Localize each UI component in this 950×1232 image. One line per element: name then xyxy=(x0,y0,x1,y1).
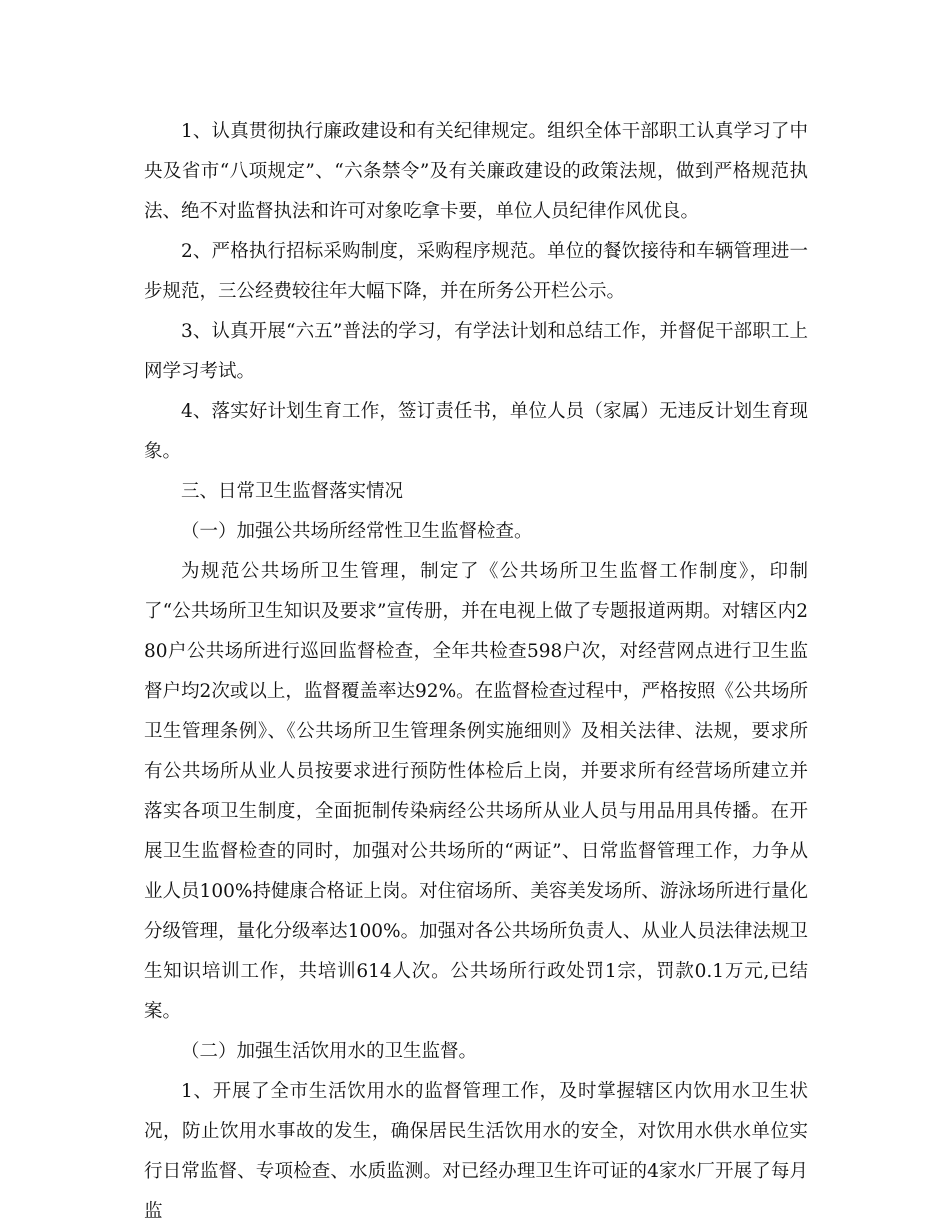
paragraph-clean-governance: 1、认真贯彻执行廉政建设和有关纪律规定。组织全体干部职工认真学习了中央及省市“八项规定”、“六条禁令”及有关廉政建设的政策法规，做到严格规范执法、绝不对监督执法和许可对象吃拿卡要，单位人员纪律作风优良。 xyxy=(144,121,808,222)
subsection-heading-drinking-water: （二）加强生活饮用水的卫生监督。 xyxy=(181,1041,478,1062)
paragraph-procurement: 2、严格执行招标采购制度，采购程序规范。单位的餐饮接待和车辆管理进一步规范，三公经费较往年大幅下降，并在所务公开栏公示。 xyxy=(144,241,808,302)
paragraph-family-planning: 4、落实好计划生育工作，签订责任书，单位人员（家属）无违反计划生育现象。 xyxy=(144,401,808,462)
document-body xyxy=(144,112,808,1232)
paragraph-public-places-supervision: 为规范公共场所卫生管理，制定了《公共场所卫生监督工作制度》，印制了“公共场所卫生知识及要求”宣传册，并在电视上做了专题报道两期。对辖区内280户公共场所进行巡回监督检查，全年共检查598户次，对经营网点进行卫生监督户均2次或以上，监督覆盖率达92%。在监督检查过程中，严格按照《公共场所卫生管理条例》、《公共场所卫生管理条例实施细则》及相关法律、法规，要求所有公共场所从业人员按要求进行预防性体检后上岗，并要求所有经营场所建立并落实各项卫生制度，全面扼制传染病经公共场所从业人员与用品用具传播。在开展卫生监督检查的同时，加强对公共场所的“两证”、日常监督管理工作，力争从业人员100%持健康合格证上岗。对住宿场所、美容美发场所、游泳场所进行量化分级管理，量化分级率达100%。加强对各公共场所负责人、从业人员法律法规卫生知识培训工作，共培训614人次。公共场所行政处罚1宗，罚款0.1万元,已结案。 xyxy=(144,561,808,1022)
subsection-heading-public-places: （一）加强公共场所经常性卫生监督检查。 xyxy=(181,521,533,542)
paragraph-drinking-water-supervision: 1、开展了全市生活饮用水的监督管理工作，及时掌握辖区内饮用水卫生状况，防止饮用水事故的发生，确保居民生活饮用水的安全，对饮用水供水单位实行日常监督、专项检查、水质监测。对已经办理卫生许可证的4家水厂开展了每月监 xyxy=(144,1081,808,1222)
section-heading-daily-supervision: 三、日常卫生监督落实情况 xyxy=(181,481,404,502)
paragraph-legal-education: 3、认真开展“六五”普法的学习，有学法计划和总结工作，并督促干部职工上网学习考试。 xyxy=(144,321,808,382)
